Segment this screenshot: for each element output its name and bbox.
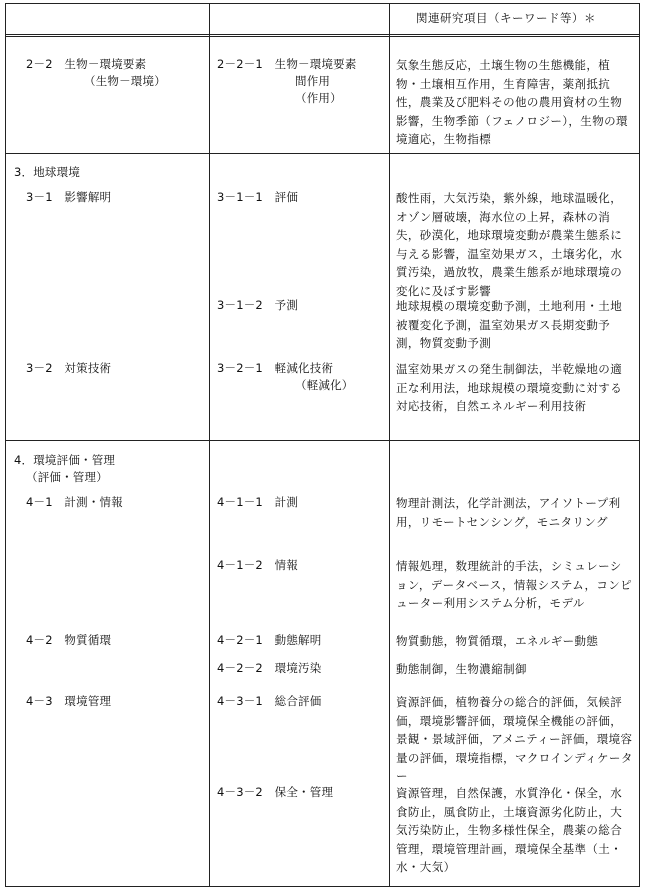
section-divider [6,440,639,441]
item-label: 3－1－2 予測 [217,298,299,312]
keywords-cell: 温室効果ガスの発生制御法，半乾燥地の適正な利用法，地球規模の環境変動に対する対応技術，自然エネルギー利用技術 [396,362,623,413]
category-label: 3－1 影響解明 [26,190,112,204]
category-label: 2－2 生物－環境要素 [26,57,147,71]
item-label: 4－2－1 動態解明 [217,633,322,647]
category-label: 4－2 物質循環 [26,633,112,647]
category-label-sub: （生物－環境） [84,74,166,88]
section-divider [6,153,639,154]
keywords-column-header: 関連研究項目（キーワード等）＊ [416,11,596,25]
item-label: 4－2－2 環境汚染 [217,661,322,675]
item-label: 4－1－1 計測 [217,495,299,509]
item-label: 2－2－1 生物－環境要素 [217,57,357,71]
category-label: 4－1 計測・情報 [26,495,123,509]
keywords-cell: 資源管理，自然保護，水質浄化・保全，水食防止，風食防止，土壌資源劣化防止，大気汚染防止，生物多様性保全，農薬の総合管理，環境管理計画，環境保全基準（土・水・大気） [396,786,623,874]
keywords-cell: 酸性雨，大気汚染，紫外線，地球温暖化，オゾン層破壊，海水位の上昇，森林の消失，砂漠化，地球環境変動が農業生態系に与える影響，温室効果ガス，土壌劣化，水質汚染，過放牧，農業生態系が地球環境の変化に及ぼす影響 [396,191,623,298]
section-label-sub: （評価・管理） [26,470,108,484]
item-label: 4－3－1 総合評価 [217,694,322,708]
item-label: 4－1－2 情報 [217,558,299,572]
item-label-sub: （作用） [295,91,342,105]
keywords-cell: 資源評価，植物養分の総合的評価，気候評価，環境影響評価，環境保全機能の評価，景観・景域評価，アメニティー評価，環境容量の評価，環境指標，マクロインディケーター [396,695,633,783]
category-label: 4－3 環境管理 [26,694,112,708]
item-label: 3－2－1 軽減化技術 [217,361,334,375]
keywords-cell: 物理計測法，化学計測法，アイソトープ利用，リモートセンシング，モニタリング [396,496,621,529]
item-label-sub: 間作用 [295,74,331,88]
column-divider [209,4,210,886]
keywords-cell: 気象生態反応，土壌生物の生態機能，植物・土壌相互作用，生育障害，薬剤抵抗性，農業及び肥料その他の農用資材の生物影響，生物季節（フェノロジー），生物の環境適応，生物指標 [396,58,628,146]
item-label-sub: （軽減化） [295,378,354,392]
keywords-cell: 動態制御，生物濃縮制御 [396,662,527,676]
keywords-cell: 物質動態，物質循環，エネルギー動態 [396,634,599,648]
research-item-table [5,3,640,887]
keywords-cell: 情報処理，数理統計的手法，シミュレーション，データベース，情報システム，コンピューター利用システム分析，モデル [396,559,633,610]
item-label: 4－3－2 保全・管理 [217,785,334,799]
category-label: 3－2 対策技術 [26,361,112,375]
section-label: 4．環境評価・管理 [14,453,116,467]
column-divider [389,4,390,886]
item-label: 3－1－1 評価 [217,190,299,204]
keywords-cell: 地球規模の環境変動予測，土地利用・土地被覆変化予測，温室効果ガス長期変動予測，物質変動予測 [396,299,623,350]
section-label: 3．地球環境 [14,165,81,179]
header-divider [6,34,639,37]
